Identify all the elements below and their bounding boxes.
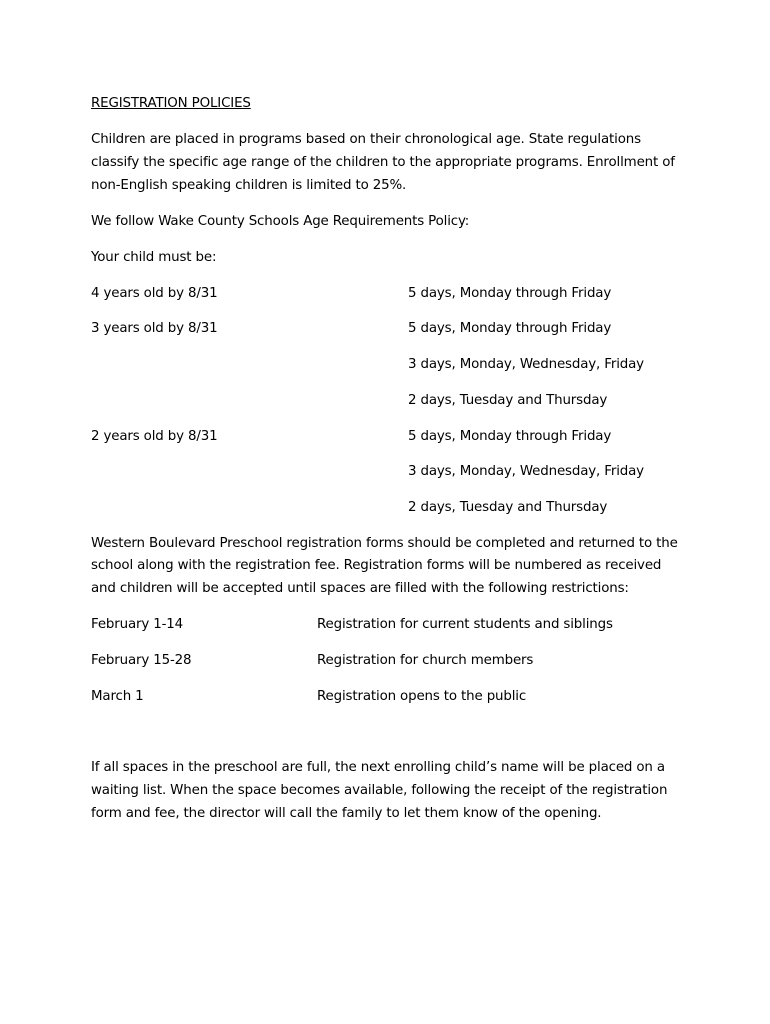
age-label: 3 years old by 8/31 — [91, 321, 218, 336]
policy-line: We follow Wake County Schools Age Requirements Policy: — [91, 214, 470, 229]
date-label: February 1-14 — [91, 617, 184, 632]
page-title: REGISTRATION POLICIES — [91, 96, 251, 111]
date-description: Registration for current students and siblings — [317, 617, 613, 632]
schedule-label: 5 days, Monday through Friday — [408, 286, 612, 301]
schedule-label: 2 days, Tuesday and Thursday — [408, 393, 608, 408]
intro-line-3: non-English speaking children is limited to 25%. — [91, 178, 407, 193]
date-label: February 15-28 — [91, 653, 192, 668]
schedule-label: 2 days, Tuesday and Thursday — [408, 500, 608, 515]
date-description: Registration opens to the public — [317, 689, 527, 704]
intro-line-2: classify the specific age range of the children to the appropriate programs. Enrollment of — [91, 155, 675, 170]
waitlist-line-3: form and fee, the director will call the family to let them know of the opening. — [91, 806, 602, 821]
waitlist-line-2: waiting list. When the space becomes available, following the receipt of the registration — [91, 783, 668, 798]
date-label: March 1 — [91, 689, 144, 704]
forms-line-2: school along with the registration fee. Registration forms will be numbered as received — [91, 558, 662, 573]
schedule-label: 5 days, Monday through Friday — [408, 429, 612, 444]
age-label: 4 years old by 8/31 — [91, 286, 218, 301]
age-label: 2 years old by 8/31 — [91, 429, 218, 444]
child-must-be-line: Your child must be: — [91, 250, 217, 265]
forms-line-3: and children will be accepted until spaces are filled with the following restrictions: — [91, 581, 629, 596]
waitlist-line-1: If all spaces in the preschool are full, the next enrolling child’s name will be placed on a — [91, 760, 665, 775]
intro-line-1: Children are placed in programs based on their chronological age. State regulations — [91, 132, 641, 147]
schedule-label: 3 days, Monday, Wednesday, Friday — [408, 464, 644, 479]
schedule-label: 5 days, Monday through Friday — [408, 321, 612, 336]
schedule-label: 3 days, Monday, Wednesday, Friday — [408, 357, 644, 372]
forms-line-1: Western Boulevard Preschool registration forms should be completed and returned to the — [91, 536, 678, 551]
date-description: Registration for church members — [317, 653, 534, 668]
